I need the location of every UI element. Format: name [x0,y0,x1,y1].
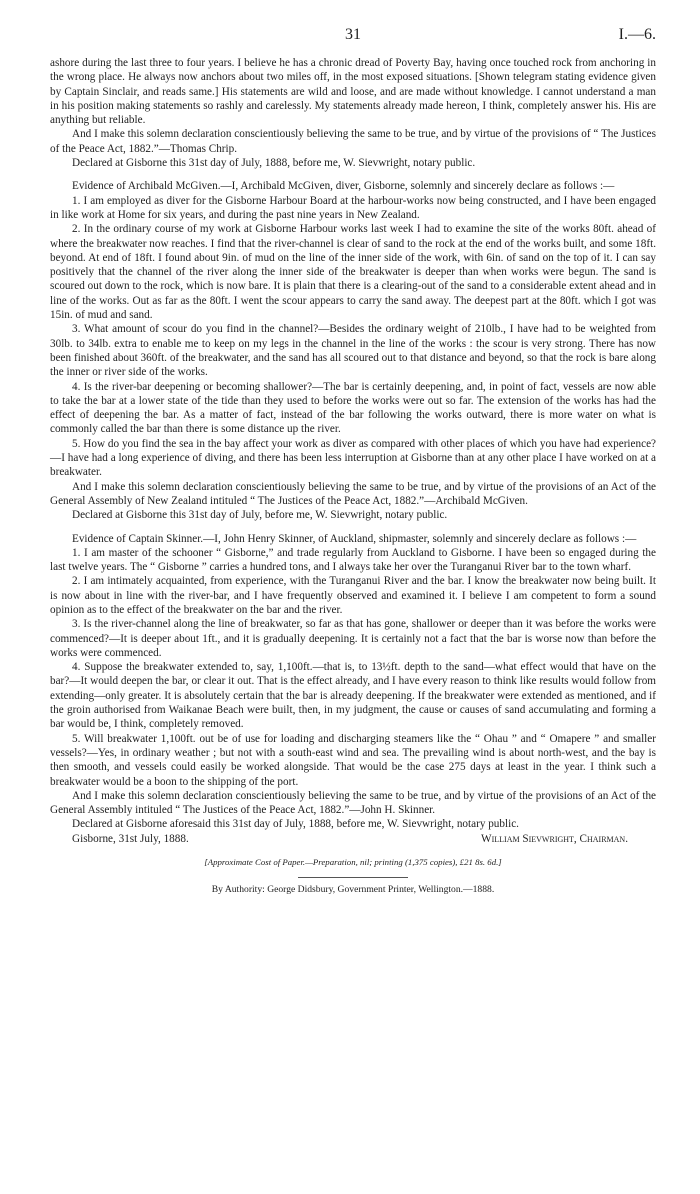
paragraph: Evidence of Captain Skinner.—I, John Henry Skinner, of Auckland, shipmaster, solemnly and sincerely declare as follows :— [72,532,637,545]
signature-place-date: Gisborne, 31st July, 1888. [72,832,189,845]
paragraph: 5. Will breakwater 1,100ft. out be of use for loading and discharging steamers like the “ Ohau ” and “ Omapere ” and smaller vessels?—Yes, in ordinary weather ; but not with a south-east wind and sea. The prevailing wind is about north-west, and the bay is then smooth, and vessels could easily be worked alongside. That would be the case 275 days at least in the year. I think such a breakwater would be a boon to the shipping of the port. [50,732,656,788]
paragraph: 2. I am intimately acquainted, from experience, with the Turanganui River and the bar. I know the breakwater now being built. It is now about in line with the river-bar, and I have frequently observed and examined it. I believe I am competent to form a sound opinion as to the effect of the breakwater on the bar and the river. [50,575,656,616]
paragraph: 1. I am employed as diver for the Gisborne Harbour Board at the harbour-works now being constructed, and I have been engaged in like work at Home for six years, and during the past nine years in New Zealand. [50,194,656,221]
paragraph: 3. What amount of scour do you find in the channel?—Besides the ordinary weight of 210lb., I have had to be weighted from 30lb. to 34lb. extra to enable me to keep on my legs in the channel in the line of the works : the scour is very strong. There has now been finished about 360ft. of the breakwater, and the sand has all scoured out to that distance and beyond, so that the rock is bare along the inner or river side of the works. [50,323,656,379]
paragraph: Declared at Gisborne aforesaid this 31st day of July, 1888, before me, W. Sievwright, notary public. [72,818,519,831]
paragraph: 5. How do you find the sea in the bay affect your work as diver as compared with other places of which you have had experience?—I have had a long experience of diving, and there has been less interruption at Gisborne than at any other place I have worked on at a breakwater. [50,437,656,479]
section-mcgiven-evidence [50,179,656,522]
document-body [50,56,656,832]
cost-footnote: [Approximate Cost of Paper.—Preparation, nil; printing (1,375 copies), £21 8s. 6d.] [204,856,502,867]
paragraph: 1. I am master of the schooner “ Gisborne,” and trade regularly from Auckland to Gisborne. I have been so engaged during the last twelve years. The “ Gisborne ” carries a hundred tons, and I always take her over the Turanganui River bar to the town wharf. [50,546,656,574]
paragraph: ashore during the last three to four years. I believe he has a chronic dread of Poverty Bay, having once touched rock from anchoring in the wrong place. He always now anchors about two miles off, in the most exposed situations. [Shown telegram stating evidence given by Captain Sinclair, and reads same.] His statements are wild and loose, and are made without knowledge. I cannot understand a man in his position making statements so rashly and carelessly. My statements already made hereon, I think, completely answer his. His are anything but reliable. [50,57,656,127]
printer-authority: By Authority: George Didsbury, Government Printer, Wellington.—1888. [211,883,495,895]
paragraph: And I make this solemn declaration conscientiously believing the same to be true, and by virtue of the provisions of “ The Justices of the Peace Act, 1882.”—Thomas Chrip. [50,128,656,155]
signature-line [50,833,656,845]
paragraph: Evidence of Archibald McGiven.—I, Archibald McGiven, diver, Gisborne, solemnly and sincerely declare as follows :— [72,180,615,193]
page-header [50,26,656,48]
paragraph: And I make this solemn declaration conscientiously believing the same to be true, and by virtue of the provisions of an Act of the General Assembly intituled “ The Justices of the Peace Act, 1882.”—John H. Skinner. [50,789,656,817]
divider [298,877,408,878]
paragraph: 3. Is the river-channel along the line of breakwater, so far as that has gone, shallower or deeper than it was before the works were commenced?—It is deeper about 1ft., and it is gradually deepening. It is certainly not a fact that the bar is worse now than before the works were commenced. [50,618,656,659]
paragraph: 4. Suppose the breakwater extended to, say, 1,100ft.—that is, to 13½ft. depth to the sand—what effect would that have on the bar?—It would deepen the bar, or clear it out. That is the effect already, and I have every reason to think like results would follow from extending—only greater. It is absolutely certain that the bar is already deepening. If the breakwater were extended as mentioned, and if the groin authorised from Waikanae Beach were built, then, in my judgment, the cause or causes of sand accumulating and forming a bar would be, I think, completely removed. [50,661,656,731]
paragraph: Declared at Gisborne this 31st day of July, 1888, before me, W. Sievwright, notary public. [72,157,476,170]
section-skinner-evidence [50,532,656,832]
paragraph: And I make this solemn declaration conscientiously believing the same to be true, and by virtue of the provisions of an Act of the General Assembly of New Zealand intituled “ The Justices of the Peace Act, 1882.”—Archibald McGiven. [50,480,656,507]
signature-name: William Sievwright, Chairman. [481,832,628,845]
paragraph: 2. In the ordinary course of my work at Gisborne Harbour works last week I had to examine the site of the works 80ft. ahead of where the breakwater now reaches. I find that the river-channel is clear of sand to the rock at the end of the works built, and some 18ft. beyond. At end of 18ft. I found about 9in. of mud on the line of the inner side of the work, with 6in. of sand on the top of it. I can say positively that the channel of the river along the inner side of the breakwater is deeper than when works were begun. The sand is scoured out down to the rock, which is now bare. It is plain that there is a clearing-out of the sand to a considerable extent ahead and in line of the works. Out as far as the 80ft. I went the scour appears to carry the sand away. The deepest part at the 80ft. which I got was 15in. of mud and sand. [50,223,656,322]
section-chrip-evidence [50,56,656,170]
page-number: 31 [345,26,361,43]
document-page [50,26,656,895]
paragraph: 4. Is the river-bar deepening or becoming shallower?—The bar is certainly deepening, and, in point of fact, vessels are now able to take the bar at a lower state of the tide than they used to before the works were out so far. The extension of the works has had the effect of deepening the bar. As a matter of fact, instead of the bar following the works outward, there is more water on what is commonly called the bar than there is some distance up the river. [50,380,656,436]
document-reference: I.—6. [618,26,656,43]
paragraph: Declared at Gisborne this 31st day of July, before me, W. Sievwright, notary public. [72,509,448,522]
